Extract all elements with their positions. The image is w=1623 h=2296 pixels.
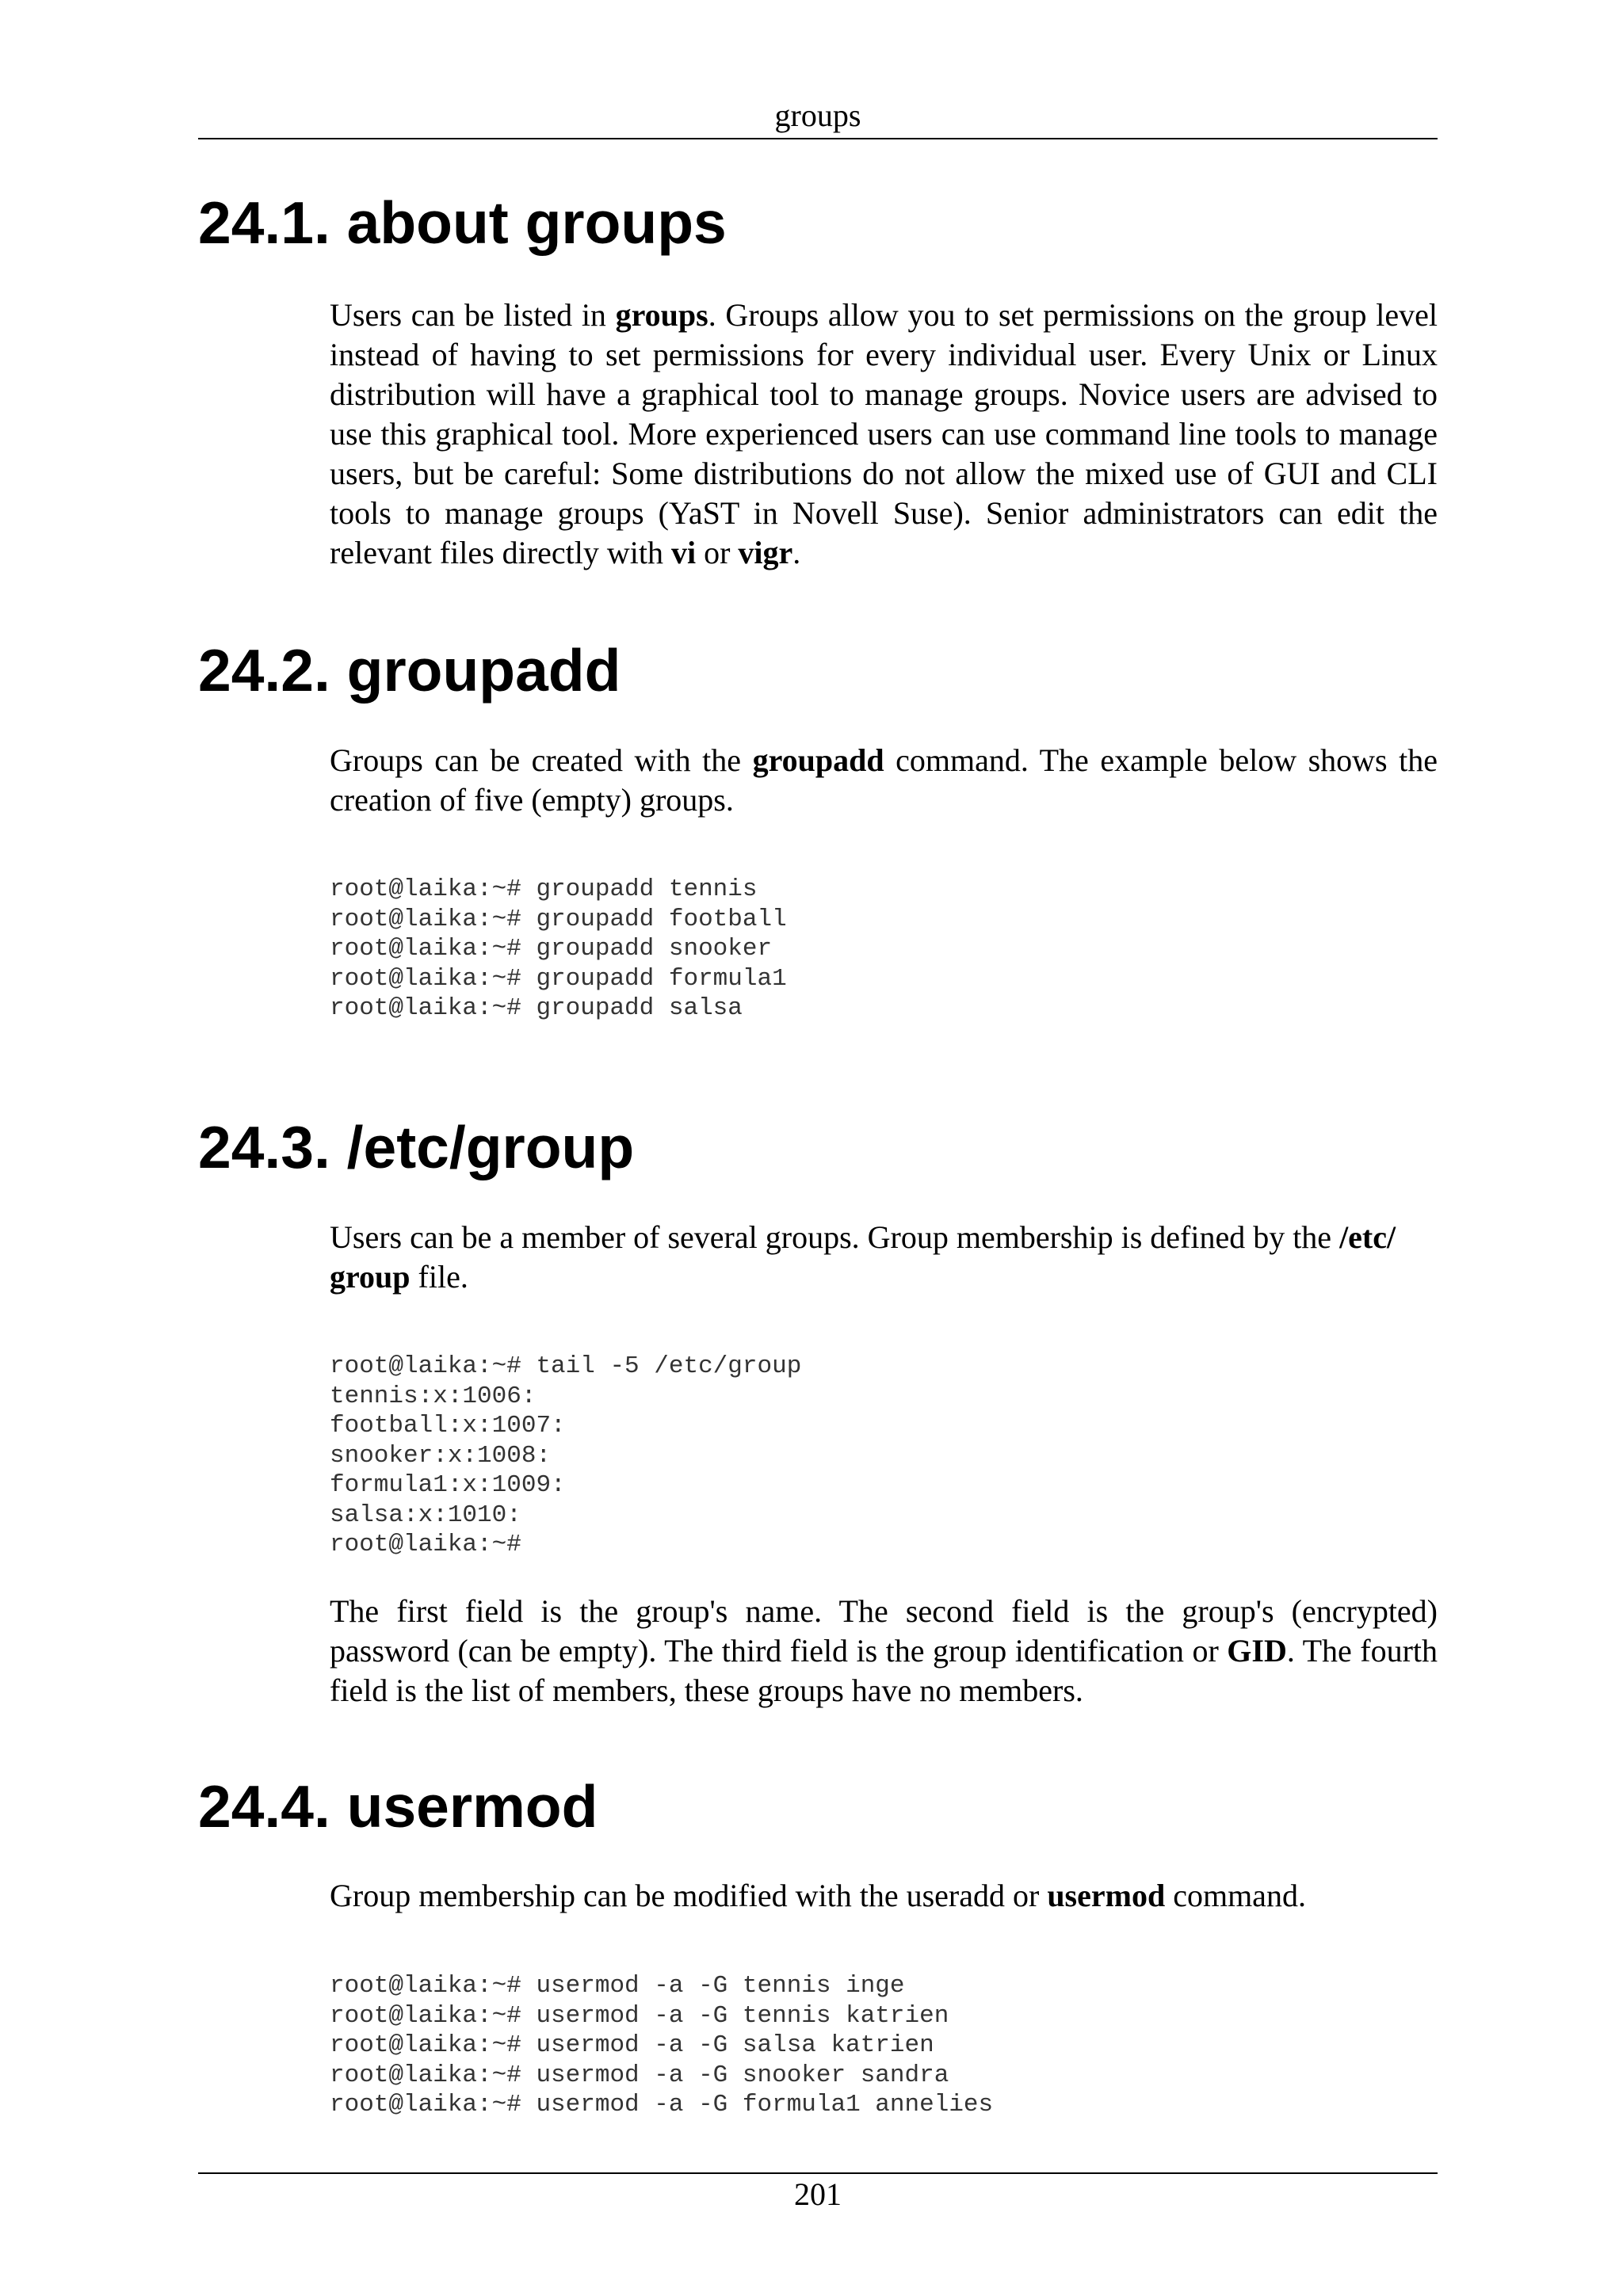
- code-line: root@laika:~# usermod -a -G tennis katrien: [330, 2001, 949, 2030]
- section-heading-groupadd: 24.2. groupadd: [198, 637, 621, 704]
- code-line: root@laika:~# usermod -a -G salsa katrien: [330, 2031, 934, 2059]
- section-heading-etc-group: 24.3. /etc/group: [198, 1114, 635, 1180]
- code-block-etc-group: [330, 1352, 801, 1560]
- code-line: root@laika:~# tail -5 /etc/group: [330, 1352, 802, 1380]
- code-line: tennis:x:1006:: [330, 1382, 537, 1410]
- paragraph-about-groups: Users can be listed in groups. Groups allow you to set permissions on the group level instead of having to set permissions for every individual user. Every Unix or Linux distribution will have a graphical tool to manage groups. Novice users are advised to use this graphical tool. More experienced users can use command line tools to manage users, but be careful: Some distributions do not allow the mixed use of GUI and CLI tools to manage groups (YaST in Novell Suse). Senior administrators can edit the relevant files directly with vi or vigr.: [330, 297, 1438, 570]
- code-line: root@laika:~# groupadd formula1: [330, 964, 787, 993]
- bold-term: vi: [670, 535, 697, 570]
- bold-term: group: [330, 1259, 411, 1295]
- code-line: root@laika:~# groupadd salsa: [330, 994, 743, 1022]
- paragraph-usermod: Group membership can be modified with the useradd or usermod command.: [330, 1878, 1306, 1913]
- running-header: groups: [774, 97, 861, 133]
- section-heading-about-groups: 24.1. about groups: [198, 189, 727, 256]
- header-rule: [198, 138, 1438, 139]
- code-line: football:x:1007:: [330, 1412, 566, 1440]
- code-line: root@laika:~# usermod -a -G tennis inge: [330, 1972, 905, 2000]
- code-line: root@laika:~# groupadd tennis: [330, 875, 758, 903]
- section-heading-usermod: 24.4. usermod: [198, 1773, 598, 1840]
- code-line: snooker:x:1008:: [330, 1441, 552, 1470]
- footer-rule: [198, 2172, 1438, 2174]
- code-line: formula1:x:1009:: [330, 1471, 566, 1499]
- bold-term: vigr: [738, 535, 793, 570]
- bold-term: usermod: [1047, 1878, 1166, 1913]
- page-number: 201: [794, 2176, 842, 2212]
- paragraph-group-fields: The first field is the group's name. The second field is the group's (encrypted) password (can be empty). The third field is the group identification or GID. The fourth field is the list of members, these groups have no members.: [330, 1593, 1438, 1708]
- paragraph-etc-group: Users can be a member of several groups. Group membership is defined by the /etc/ group file.: [330, 1219, 1396, 1295]
- code-line: root@laika:~# usermod -a -G formula1 annelies: [330, 2091, 994, 2119]
- code-line: salsa:x:1010:: [330, 1501, 521, 1529]
- code-block-usermod: [330, 1971, 993, 2120]
- code-line: root@laika:~# usermod -a -G snooker sandra: [330, 2061, 949, 2089]
- code-line: root@laika:~# groupadd snooker: [330, 935, 773, 963]
- bold-term: groups: [615, 297, 708, 333]
- code-line: root@laika:~#: [330, 1531, 521, 1558]
- code-block-groupadd: [330, 875, 787, 1024]
- paragraph-groupadd: Groups can be created with the groupadd command. The example below shows the creation of five (empty) groups.: [330, 742, 1438, 818]
- bold-term: groupadd: [752, 742, 884, 778]
- bold-term: /etc/: [1339, 1219, 1396, 1255]
- code-line: root@laika:~# groupadd football: [330, 905, 787, 933]
- bold-term: GID: [1227, 1633, 1287, 1669]
